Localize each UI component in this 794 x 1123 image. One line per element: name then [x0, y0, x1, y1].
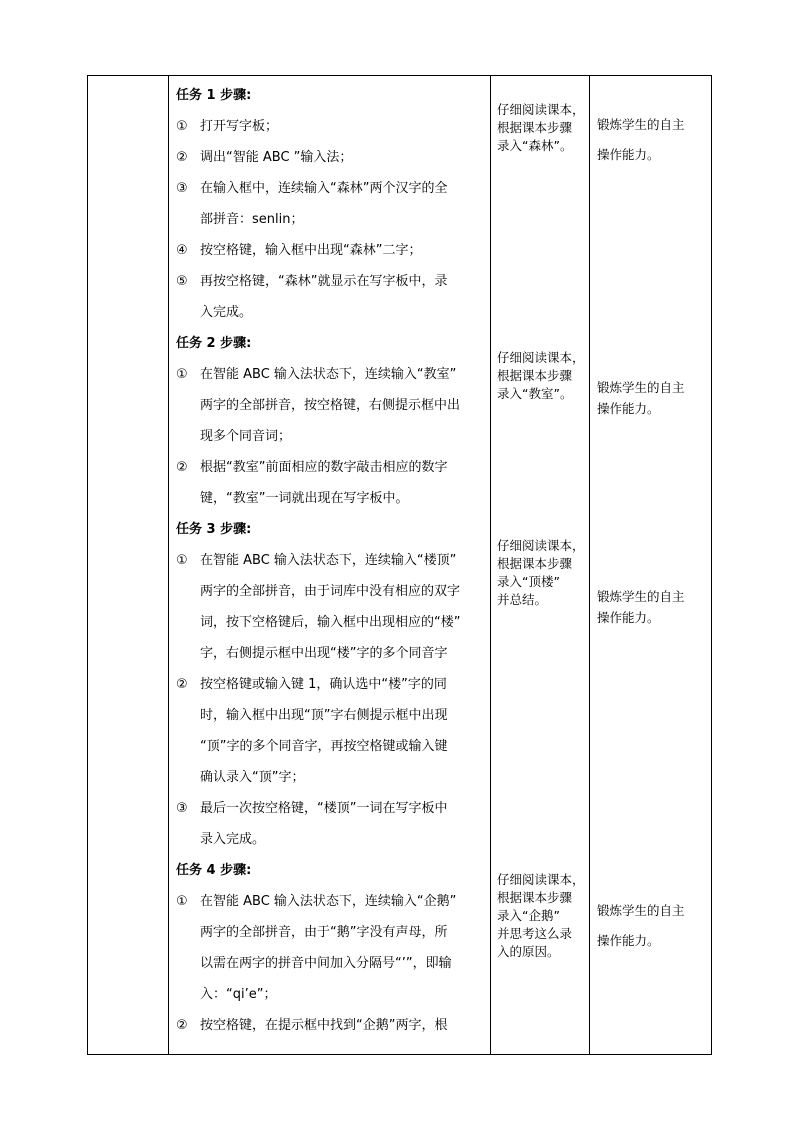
step-line: 录入完成。 [200, 832, 266, 847]
step-number: ② [176, 677, 188, 692]
activity-line: 根据课本步骤 [497, 368, 573, 383]
step-number: ① [176, 119, 188, 134]
step-text [200, 359, 484, 452]
step-item [176, 111, 484, 142]
step-number: ② [176, 1018, 188, 1033]
lesson-table [87, 75, 712, 1055]
step-number: ① [176, 553, 188, 568]
step-line: 最后一次按空格键，“楼顶”一词在写字板中 [200, 801, 448, 816]
step-number: ① [176, 894, 188, 909]
goal-line: 操作能力。 [597, 933, 660, 948]
step-item [176, 359, 484, 452]
step-number: ② [176, 150, 188, 165]
step-line: 词，按下空格键后，输入框中出现相应的“楼” [200, 615, 461, 630]
step-item [176, 669, 484, 793]
goal-note [597, 896, 685, 956]
step-text [200, 452, 484, 514]
steps-column-cell [169, 76, 491, 1055]
table-row [88, 76, 712, 1055]
step-item [176, 235, 484, 266]
step-text [200, 142, 484, 173]
step-line: 字，右侧提示框中出现“楼”字的多个同音字 [200, 646, 448, 661]
activity-line: 录入“森林”。 [497, 138, 573, 153]
goal-line: 操作能力。 [597, 401, 660, 416]
task-title: 任务 4 步骤: [176, 863, 252, 878]
step-line: 两字的全部拼音，按空格键，右侧提示框中出 [200, 398, 461, 413]
step-text [200, 669, 484, 793]
step-text [200, 793, 484, 855]
step-item [176, 1010, 484, 1041]
step-line: 入：“qi’e”； [200, 987, 277, 1002]
step-line: 现多个同音词； [200, 429, 292, 444]
activity-line: 并思考这么录 [497, 926, 573, 941]
step-line: 按空格键，在提示框中找到“企鹅”两字，根 [200, 1018, 448, 1033]
step-line: “顶”字的多个同音字，再按空格键或输入键 [200, 739, 448, 754]
step-number: ⑤ [176, 274, 188, 289]
goal-line: 锻炼学生的自主 [597, 117, 685, 132]
step-line: 在智能 ABC 输入法状态下，连续输入“楼顶” [200, 553, 457, 568]
step-line: 时，输入框中出现“顶”字右侧提示框中出现 [200, 708, 448, 723]
task-title: 任务 1 步骤: [176, 88, 252, 103]
activity-line: 根据课本步骤 [497, 120, 573, 135]
step-line: 打开写字板； [200, 119, 279, 134]
step-line: 按空格键，输入框中出现“森林”二字； [200, 243, 422, 258]
step-item [176, 793, 484, 855]
step-number: ③ [176, 181, 188, 196]
step-line: 在智能 ABC 输入法状态下，连续输入“教室” [200, 367, 457, 382]
activity-line: 仔细阅读课本， [497, 350, 585, 365]
task-title: 任务 2 步骤: [176, 336, 252, 351]
activity-line: 根据课本步骤 [497, 890, 573, 905]
goal-column-cell [590, 76, 712, 1055]
goal-note [597, 110, 685, 170]
activity-column-cell [491, 76, 590, 1055]
activity-line: 仔细阅读课本， [497, 102, 585, 117]
goal-line: 操作能力。 [597, 147, 660, 162]
activity-note [497, 537, 585, 609]
step-line: 键，“教室”一词就出现在写字板中。 [200, 491, 409, 506]
step-line: 在智能 ABC 输入法状态下，连续输入“企鹅” [200, 894, 457, 909]
step-line: 两字的全部拼音，由于词库中没有相应的双字 [200, 584, 461, 599]
activity-line: 录入“企鹅” [497, 908, 560, 923]
task-title: 任务 3 步骤: [176, 522, 252, 537]
goal-note [597, 377, 685, 419]
step-text [200, 235, 484, 266]
step-number: ③ [176, 801, 188, 816]
step-text [200, 1010, 484, 1041]
activity-line: 根据课本步骤 [497, 556, 573, 571]
activity-content [491, 76, 589, 1054]
step-line: 按空格键或输入键 1，确认选中“楼”字的同 [200, 677, 447, 692]
activity-line: 并总结。 [497, 592, 548, 607]
goal-line: 操作能力。 [597, 610, 660, 625]
step-item [176, 142, 484, 173]
step-item [176, 452, 484, 514]
step-line: 以需在两字的拼音中间加入分隔号“’”，即输 [200, 956, 452, 971]
step-text [200, 545, 484, 669]
step-number: ① [176, 367, 188, 382]
goal-line: 锻炼学生的自主 [597, 380, 685, 395]
step-item [176, 886, 484, 1010]
step-item [176, 173, 484, 235]
step-line: 再按空格键，“森林”就显示在写字板中，录 [200, 274, 448, 289]
blank-column-cell [88, 76, 169, 1055]
goal-line: 锻炼学生的自主 [597, 903, 685, 918]
step-line: 在输入框中，连续输入“森林”两个汉字的全 [200, 181, 448, 196]
activity-line: 录入“教室”。 [497, 386, 573, 401]
goal-note [597, 586, 685, 628]
goal-content [590, 76, 711, 1054]
step-text [200, 111, 484, 142]
activity-line: 仔细阅读课本， [497, 872, 585, 887]
step-item [176, 545, 484, 669]
step-text [200, 173, 484, 235]
goal-line: 锻炼学生的自主 [597, 589, 685, 604]
step-text [200, 886, 484, 1010]
activity-note [497, 349, 585, 403]
step-number: ④ [176, 243, 188, 258]
activity-note [497, 101, 585, 155]
activity-line: 仔细阅读课本， [497, 538, 585, 553]
step-line: 确认录入“顶”字； [200, 770, 305, 785]
step-number: ② [176, 460, 188, 475]
activity-line: 入的原因。 [497, 944, 560, 959]
steps-content [169, 76, 490, 1041]
step-item [176, 266, 484, 328]
activity-line: 录入“顶楼” [497, 574, 560, 589]
activity-note [497, 871, 585, 961]
step-text [200, 266, 484, 328]
step-line: 两字的全部拼音，由于“鹅”字没有声母，所 [200, 925, 448, 940]
step-line: 调出“智能 ABC ”输入法； [200, 150, 353, 165]
step-line: 入完成。 [200, 305, 253, 320]
step-line: 部拼音：senlin； [200, 212, 304, 227]
step-line: 根据“教室”前面相应的数字敲击相应的数字 [200, 460, 448, 475]
